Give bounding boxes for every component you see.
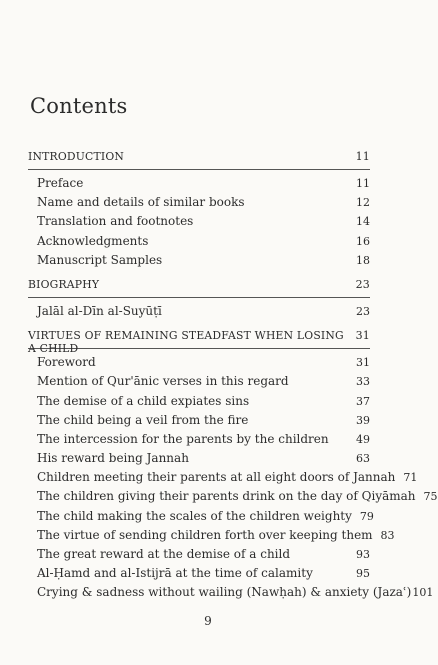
section-heading bbox=[28, 329, 370, 356]
entry-label: Children meeting their parents at all eight doors of Jannah bbox=[37, 470, 396, 485]
table-of-contents bbox=[28, 150, 438, 611]
entry-page: 39 bbox=[356, 413, 370, 427]
toc-entry bbox=[28, 432, 370, 451]
entry-label: The virtue of sending children forth over keeping them bbox=[37, 527, 373, 542]
toc-entry bbox=[28, 470, 418, 489]
toc-entry bbox=[28, 195, 370, 214]
entry-page: 23 bbox=[356, 304, 370, 318]
entry-page: 75 bbox=[423, 490, 438, 504]
entry-page: 37 bbox=[356, 394, 370, 408]
entry-label: His reward being Jannah bbox=[37, 451, 189, 466]
section-heading bbox=[28, 278, 370, 297]
toc-entry bbox=[28, 355, 370, 374]
entry-page: 18 bbox=[356, 253, 370, 267]
entry-page: 95 bbox=[356, 567, 370, 581]
entry-label: The children giving their parents drink on the day of Qiyāmah bbox=[37, 489, 416, 504]
entry-page: 16 bbox=[356, 234, 370, 248]
entry-label: The child being a veil from the fire bbox=[37, 412, 249, 427]
toc-entry bbox=[28, 451, 370, 470]
toc-entry bbox=[28, 508, 374, 528]
entry-page: 49 bbox=[356, 432, 370, 446]
entry-label: Jalāl al-Dīn al-Suyūṭī bbox=[37, 303, 162, 318]
entry-label: The great reward at the demise of a child bbox=[37, 547, 291, 561]
entry-page: 11 bbox=[356, 177, 370, 190]
toc-entry bbox=[28, 214, 370, 233]
entry-page: 79 bbox=[359, 509, 374, 523]
toc-entry bbox=[28, 234, 370, 253]
toc-section-introduction bbox=[28, 150, 370, 272]
entry-label: Name and details of similar books bbox=[37, 195, 245, 210]
entry-label: Acknowledgments bbox=[37, 233, 149, 248]
toc-entry bbox=[28, 253, 370, 272]
section-page: 31 bbox=[355, 329, 370, 343]
toc-section-virtues bbox=[28, 329, 438, 604]
entry-page: 71 bbox=[403, 471, 418, 485]
toc-entry bbox=[28, 547, 370, 566]
section-page: 23 bbox=[355, 277, 370, 291]
entry-page: 33 bbox=[356, 375, 370, 389]
section-page: 11 bbox=[355, 150, 370, 163]
entry-page: 14 bbox=[356, 215, 370, 229]
section-title: BIOGRAPHY bbox=[28, 277, 100, 291]
toc-entry bbox=[28, 413, 370, 432]
entry-page: 93 bbox=[356, 548, 370, 561]
page-number: 9 bbox=[204, 614, 212, 628]
toc-section-biography bbox=[28, 278, 370, 323]
entry-label: The intercession for the parents by the children bbox=[37, 431, 329, 446]
toc-entry bbox=[28, 394, 370, 413]
toc-entry bbox=[28, 176, 370, 195]
entry-page: 12 bbox=[356, 196, 370, 210]
section-heading bbox=[28, 150, 370, 169]
section-divider bbox=[28, 297, 370, 298]
section-title: INTRODUCTION bbox=[28, 150, 125, 163]
toc-entry bbox=[28, 527, 395, 547]
toc-entry bbox=[28, 489, 438, 508]
entry-page: 101 bbox=[412, 586, 434, 600]
entry-label: Manuscript Samples bbox=[37, 252, 163, 267]
entry-page: 31 bbox=[356, 356, 370, 370]
toc-entry bbox=[28, 374, 370, 393]
toc-entry bbox=[28, 304, 370, 323]
entry-label: The child making the scales of the children weighty bbox=[37, 508, 352, 523]
entry-label: Translation and footnotes bbox=[37, 214, 194, 229]
page-title: Contents bbox=[30, 94, 128, 118]
entry-label: Crying & sadness without wailing (Nawḥah) & anxiety (Jazaʿ) bbox=[37, 585, 412, 600]
entry-label: Foreword bbox=[37, 355, 96, 370]
toc-entry bbox=[28, 566, 370, 585]
entry-label: The demise of a child expiates sins bbox=[37, 393, 250, 408]
entry-label: Preface bbox=[37, 176, 84, 190]
entry-page: 63 bbox=[356, 452, 370, 466]
entry-page: 83 bbox=[380, 528, 395, 542]
entry-label: Al-Ḥamd and al-Istijrā at the time of calamity bbox=[37, 566, 313, 581]
entry-label: Mention of Qur'ānic verses in this regard bbox=[37, 374, 289, 389]
section-title: VIRTUES OF REMAINING STEADFAST WHEN LOSING A CHILD bbox=[28, 329, 344, 356]
section-divider bbox=[28, 169, 370, 170]
toc-entry bbox=[28, 585, 434, 604]
